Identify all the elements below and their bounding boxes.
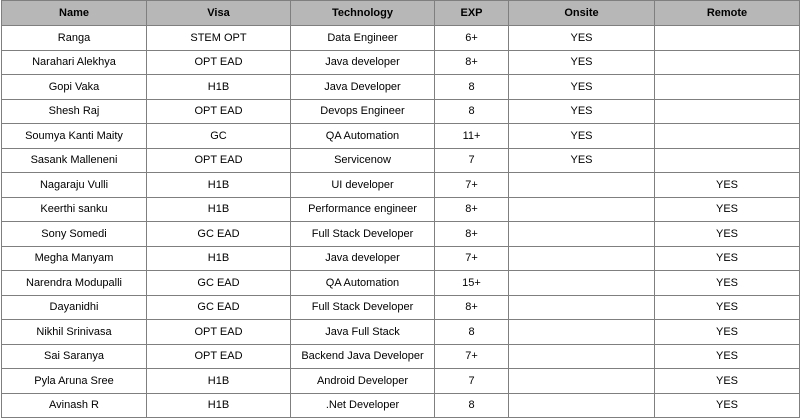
cell-technology: UI developer: [291, 173, 435, 198]
cell-exp: 8: [435, 75, 509, 100]
table-row: [2, 124, 800, 149]
column-header-name: Name: [2, 1, 147, 26]
cell-technology: Full Stack Developer: [291, 295, 435, 320]
cell-name: Sasank Malleneni: [2, 148, 147, 173]
cell-technology: Performance engineer: [291, 197, 435, 222]
cell-exp: 7+: [435, 246, 509, 271]
cell-onsite: [509, 320, 655, 345]
cell-exp: 8+: [435, 50, 509, 75]
table-row: [2, 173, 800, 198]
cell-name: Gopi Vaka: [2, 75, 147, 100]
cell-name: Shesh Raj: [2, 99, 147, 124]
cell-onsite: [509, 222, 655, 247]
cell-onsite: [509, 173, 655, 198]
table-row: [2, 148, 800, 173]
cell-onsite: [509, 197, 655, 222]
table-row: [2, 369, 800, 394]
cell-exp: 11+: [435, 124, 509, 149]
cell-exp: 8+: [435, 295, 509, 320]
cell-exp: 7: [435, 369, 509, 394]
cell-exp: 15+: [435, 271, 509, 296]
cell-visa: H1B: [147, 173, 291, 198]
cell-technology: Android Developer: [291, 369, 435, 394]
cell-technology: Servicenow: [291, 148, 435, 173]
cell-technology: .Net Developer: [291, 393, 435, 418]
cell-onsite: [509, 271, 655, 296]
cell-exp: 7+: [435, 173, 509, 198]
cell-onsite: [509, 295, 655, 320]
cell-onsite: [509, 344, 655, 369]
cell-exp: 8+: [435, 197, 509, 222]
cell-visa: OPT EAD: [147, 344, 291, 369]
cell-remote: YES: [655, 173, 800, 198]
cell-exp: 6+: [435, 26, 509, 51]
cell-remote: YES: [655, 246, 800, 271]
cell-visa: GC EAD: [147, 271, 291, 296]
cell-visa: H1B: [147, 393, 291, 418]
column-header-remote: Remote: [655, 1, 800, 26]
cell-onsite: [509, 246, 655, 271]
cell-name: Nikhil Srinivasa: [2, 320, 147, 345]
cell-exp: 7+: [435, 344, 509, 369]
cell-visa: STEM OPT: [147, 26, 291, 51]
table-row: [2, 222, 800, 247]
cell-exp: 8: [435, 393, 509, 418]
cell-onsite: YES: [509, 148, 655, 173]
cell-visa: H1B: [147, 75, 291, 100]
table-row: [2, 197, 800, 222]
cell-technology: Backend Java Developer: [291, 344, 435, 369]
cell-visa: H1B: [147, 197, 291, 222]
cell-exp: 7: [435, 148, 509, 173]
cell-name: Keerthi sanku: [2, 197, 147, 222]
cell-technology: Java developer: [291, 50, 435, 75]
table-row: [2, 246, 800, 271]
cell-name: Megha Manyam: [2, 246, 147, 271]
cell-remote: YES: [655, 295, 800, 320]
table-row: [2, 393, 800, 418]
cell-remote: YES: [655, 369, 800, 394]
cell-onsite: [509, 393, 655, 418]
cell-remote: YES: [655, 271, 800, 296]
cell-name: Nagaraju Vulli: [2, 173, 147, 198]
cell-exp: 8: [435, 99, 509, 124]
cell-technology: Devops Engineer: [291, 99, 435, 124]
table-body: [2, 26, 800, 418]
cell-remote: YES: [655, 222, 800, 247]
cell-onsite: YES: [509, 75, 655, 100]
column-header-onsite: Onsite: [509, 1, 655, 26]
cell-exp: 8: [435, 320, 509, 345]
cell-remote: YES: [655, 320, 800, 345]
cell-onsite: YES: [509, 50, 655, 75]
cell-technology: QA Automation: [291, 124, 435, 149]
cell-visa: GC EAD: [147, 295, 291, 320]
cell-technology: Data Engineer: [291, 26, 435, 51]
table-row: [2, 99, 800, 124]
cell-onsite: YES: [509, 26, 655, 51]
cell-visa: GC EAD: [147, 222, 291, 247]
table-row: [2, 344, 800, 369]
cell-technology: Java developer: [291, 246, 435, 271]
column-header-visa: Visa: [147, 1, 291, 26]
cell-technology: Full Stack Developer: [291, 222, 435, 247]
table-row: [2, 50, 800, 75]
cell-remote: [655, 148, 800, 173]
header-row: [2, 1, 800, 26]
cell-name: Sai Saranya: [2, 344, 147, 369]
table-row: [2, 26, 800, 51]
cell-remote: [655, 124, 800, 149]
cell-onsite: [509, 369, 655, 394]
cell-visa: H1B: [147, 369, 291, 394]
table-row: [2, 320, 800, 345]
cell-onsite: YES: [509, 99, 655, 124]
cell-technology: Java Full Stack: [291, 320, 435, 345]
column-header-exp: EXP: [435, 1, 509, 26]
cell-remote: [655, 50, 800, 75]
table-row: [2, 271, 800, 296]
cell-visa: OPT EAD: [147, 320, 291, 345]
cell-name: Ranga: [2, 26, 147, 51]
cell-name: Avinash R: [2, 393, 147, 418]
cell-name: Sony Somedi: [2, 222, 147, 247]
cell-exp: 8+: [435, 222, 509, 247]
cell-remote: [655, 75, 800, 100]
cell-visa: OPT EAD: [147, 99, 291, 124]
cell-remote: YES: [655, 197, 800, 222]
cell-name: Narendra Modupalli: [2, 271, 147, 296]
cell-technology: Java Developer: [291, 75, 435, 100]
cell-technology: QA Automation: [291, 271, 435, 296]
cell-remote: YES: [655, 344, 800, 369]
cell-visa: OPT EAD: [147, 148, 291, 173]
candidate-table: [1, 0, 800, 418]
column-header-technology: Technology: [291, 1, 435, 26]
cell-remote: [655, 26, 800, 51]
cell-remote: [655, 99, 800, 124]
cell-visa: OPT EAD: [147, 50, 291, 75]
cell-name: Soumya Kanti Maity: [2, 124, 147, 149]
cell-name: Dayanidhi: [2, 295, 147, 320]
cell-name: Narahari Alekhya: [2, 50, 147, 75]
cell-name: Pyla Aruna Sree: [2, 369, 147, 394]
cell-remote: YES: [655, 393, 800, 418]
table-row: [2, 75, 800, 100]
table-row: [2, 295, 800, 320]
cell-visa: H1B: [147, 246, 291, 271]
cell-visa: GC: [147, 124, 291, 149]
cell-onsite: YES: [509, 124, 655, 149]
